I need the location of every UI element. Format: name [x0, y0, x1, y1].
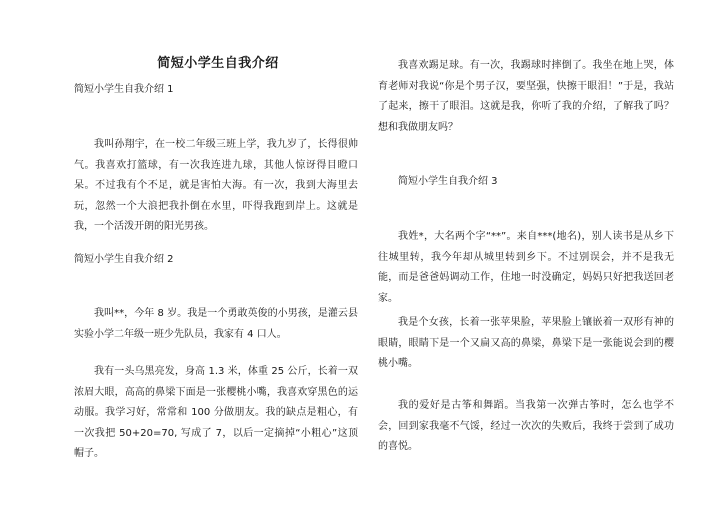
section-2-heading: 简短小学生自我介绍 2 — [74, 254, 174, 265]
document-title: 简短小学生自我介绍 — [157, 56, 279, 71]
section-3-paragraph-1: 我姓*，大名两个字“**”。来自***(地名)，别人读书是从乡下往城里转，我今年却从城里转到乡下。不过别误会，并不是我无能，而是爸爸妈调动工作，住地一时没确定，妈妈只好把我送回老家。 — [378, 231, 674, 304]
section-1-heading: 简短小学生自我介绍 1 — [74, 84, 174, 95]
section-2-paragraph-2: 我有一头乌黑亮发，身高 1.3 米，体重 25 公斤，长着一双浓眉大眼，高高的鼻梁下面是一张樱桃小嘴，我喜欢穿黑色的运动服。我学习好，常常和 100 分做朋友。我的缺点是粗心，有一次我把 50+20=70, 写成了 7，以后一定摘掉“小粗心”这顶帽子。 — [74, 366, 358, 459]
section-3-paragraph-3: 我的爱好是古筝和舞蹈。当我第一次弹古筝时，怎么也学不会，回到家我毫不气馁，经过一次次的失败后，我终于尝到了成功的喜悦。 — [378, 400, 674, 452]
section-3-heading: 简短小学生自我介绍 3 — [398, 176, 498, 187]
section-3-paragraph-2: 我是个女孩，长着一张苹果脸，苹果脸上镶嵌着一双形有神的眼睛，眼睛下是一个又扁又高的鼻梁，鼻梁下是一张能说会到的樱桃小嘴。 — [378, 317, 674, 369]
section-1-paragraph: 我叫孙翔宇，在一校二年级三班上学，我九岁了，长得很帅气。我喜欢打篮球，有一次我连进九球，其他人惊讶得目瞪口呆。不过我有个不足，就是害怕大海。有一次，我到大海里去玩，忽然一个大浪把我扑倒在水里，吓得我跑到岸上。这就是我，一个活泼开朗的阳光男孩。 — [74, 139, 358, 232]
continuation-paragraph: 我喜欢踢足球。有一次，我踢球时摔倒了。我坐在地上哭，体育老师对我说“你是个男子汉，要坚强，快擦干眼泪！”于是，我站了起来，擦干了眼泪。这就是我，你听了我的介绍，了解我了吗？想和我做朋友吗？ — [378, 60, 674, 133]
section-2-paragraph-1: 我叫**，今年 8 岁。我是一个勇敢英俊的小男孩，是灌云县实验小学二年级一班少先队员，我家有 4 口人。 — [74, 308, 358, 340]
